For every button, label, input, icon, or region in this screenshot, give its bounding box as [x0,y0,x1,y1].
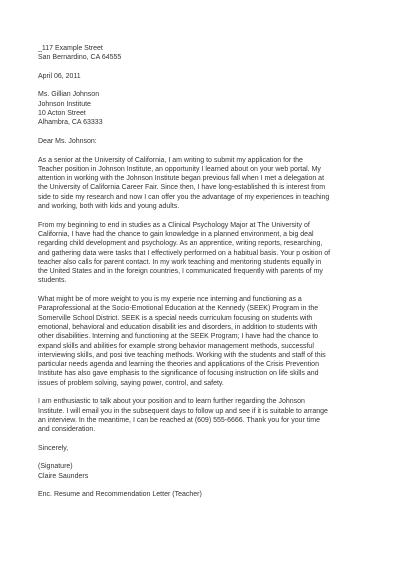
recipient-address [38,90,370,127]
paragraph-line: the United States and in the foreign countries, I communicated frequently with parents of my [38,268,323,276]
recipient-street: 10 Acton Street [38,110,86,118]
paragraph-line: Teacher position in Johnson Institute, an opportunity I learned about on your web portal. My [38,165,321,173]
paragraph-line: side to side my research and now I can offer you the advantage of my experiences in teaching [38,193,330,201]
paragraph-3 [38,295,370,388]
paragraph-line: students. [38,277,67,285]
salutation: Dear Ms. Johnson: [38,137,97,145]
paragraph-1 [38,156,370,212]
paragraph-line: teacher also calls for parent contact. In my work teaching and mentoring students equally in [38,258,322,266]
paragraph-line: Paraprofessional at the Socio-Emotional Education at the Kennedy (SEEK) Program in the [38,305,319,313]
sender-address [38,44,370,63]
paragraph-line: and working, both with kids and young adults. [38,203,180,211]
paragraph-line: issues of problem solving, saying power, control, and safety. [38,379,224,387]
enclosure-note: Enc. Resume and Recommendation Letter (Teacher) [38,491,202,499]
paragraph-line: particular needs agenda and learning the theories and applications of the Crisis Prevention [38,361,319,369]
paragraph-4 [38,397,370,434]
paragraph-line: regarding child development and psychology. As an apprentice, writing reports, researching, [38,240,323,248]
sender-street: _117 Example Street [38,45,103,52]
paragraph-line: and consideration. [38,426,96,434]
paragraph-line: Institute has also gave emphasis to the significance of focusing instruction on life skills and [38,370,319,378]
paragraph-line: the University of California Career Fair. Since then, I have long-established th is interest from [38,184,326,192]
sender-city: San Bernardino, CA 64555 [38,54,122,62]
paragraph-line: I am enthusiastic to talk about your position and to learn further regarding the Johnson [38,398,305,406]
paragraph-line: As a senior at the University of California, I am writing to submit my application for the [38,156,303,164]
recipient-city: Alhambra, CA 63333 [38,119,103,127]
paragraph-line: Somerville School District. SEEK is a special needs curriculum focusing on students with [38,314,313,322]
recipient-name: Ms. Gillian Johnson [38,91,100,99]
closing: Sincerely, [38,444,69,452]
paragraph-line: other disabilities. Interning and functioning at the SEEK Program; I have had the chance to [38,333,319,341]
cover-letter [38,44,370,500]
paragraph-line: expand skills and abilities for example strong behavior management methods, successful [38,342,314,350]
signature: (Signature) [38,463,73,471]
paragraph-line: California, I have had the chance to gain knowledge in a planned environment, a big deal [38,230,314,238]
letter-date: April 06, 2011 [38,72,81,80]
paragraph-line: and gathering data were tasks that I effectively performed on a habitual basis. Your p osition of [38,249,331,257]
paragraph-2 [38,221,370,286]
paragraph-line: What might be of more weight to you is my experie nce interning and functioning as a [38,296,302,304]
paragraph-line: interviewing skills, and posi tive teaching methods. Working with the students and staff of this [38,351,326,359]
paragraph-line: Institute. I will email you in the subsequent days to follow up and see if it is suitable to arrange [38,407,328,415]
paragraph-line: emotional, behavioral and education disabilit ies and disorders, in addition to students with [38,323,318,331]
recipient-org: Johnson Institute [38,100,91,108]
signer-name: Claire Saunders [38,472,89,480]
paragraph-line: an interview. In the meantime, I can be reached at (609) 555-6666. Thank you for your time [38,416,320,424]
paragraph-line: From my beginning to end in studies as a Clinical Psychology Major at The University of [38,221,310,229]
paragraph-line: attention in working with the Johnson Institute began previous fall when I met a delegation at [38,175,325,183]
